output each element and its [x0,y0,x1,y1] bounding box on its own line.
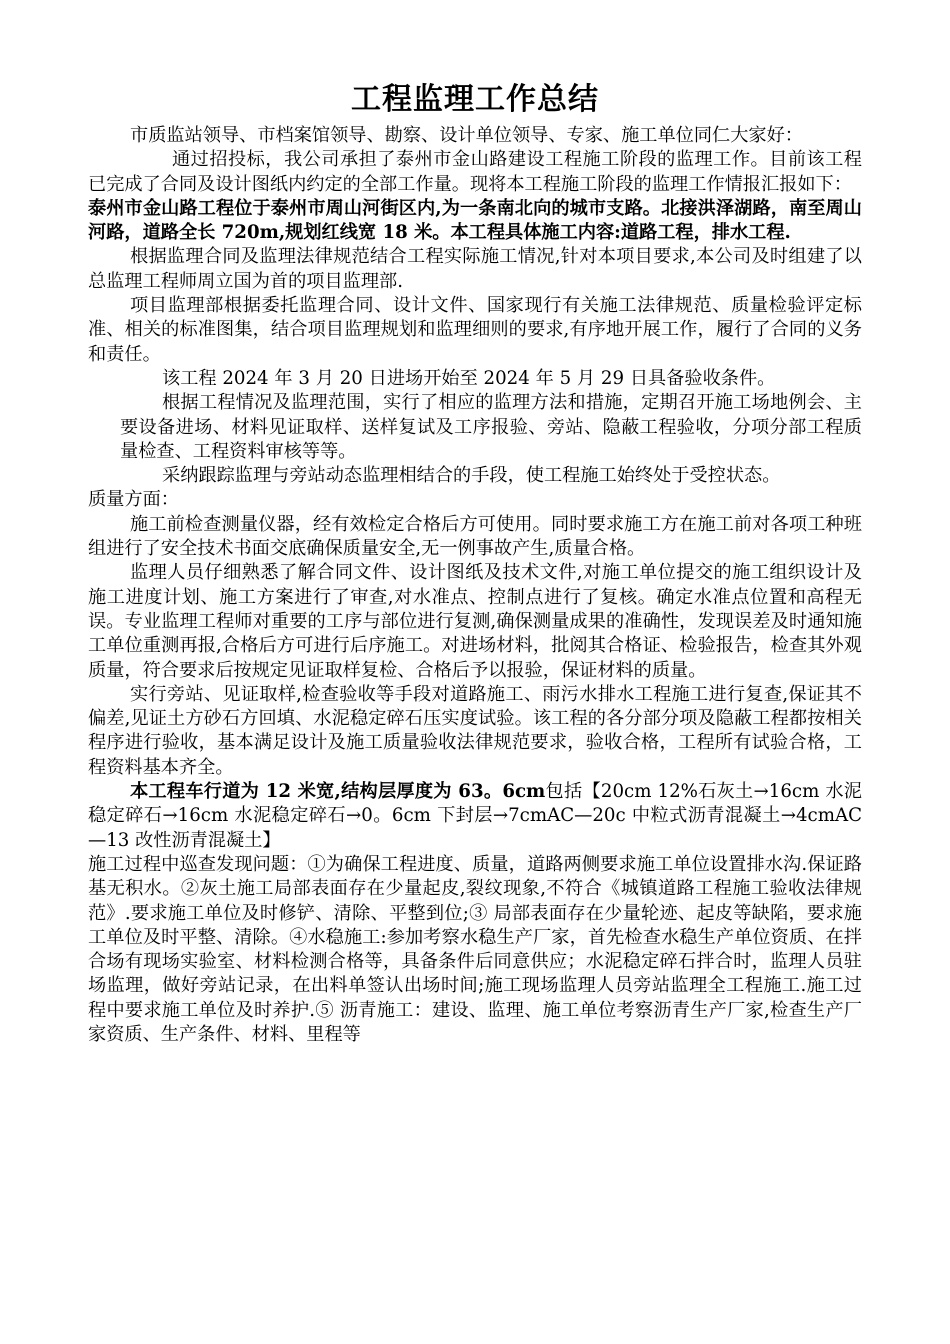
project-overview-paragraph: 泰州市金山路工程位于泰州市周山河街区内,为一条南北向的城市支路。北接洪泽湖路，南至周山河路，道路全长 720m,规划红线宽 18 米。本工程具体施工内容:道路工程，排水工程. [88,197,862,244]
pavement-structure-layers: 包括【20cm 12%石灰土→16cm 水泥稳定碎石→16cm 水泥稳定碎石→0。6cm 下封层→7cmAC—20c 中粒式沥青混凝土→4cmAC—13 改性沥青混凝土】 [88,781,862,851]
document-title: 工程监理工作总结 [351,82,599,117]
document-page [88,78,862,1047]
supervision-basis-paragraph: 项目监理部根据委托监理合同、设计文件、国家现行有关施工法律规范、质量检验评定标准、相关的标准图集，结合项目监理规划和监理细则的要求,有序地开展工作，履行了合同的义务和责任。 [88,295,862,365]
pavement-structure-lead: 本工程车行道为 12 米宽,结构层厚度为 63。6cm [130,781,546,803]
quality-review-paragraph: 监理人员仔细熟悉了解合同文件、设计图纸及技术文件,对施工单位提交的施工组织设计及施工进度计划、施工方案进行了审查,对水准点、控制点进行了复核。确定水准点位置和高程无误。专业监理工程师对重要的工序与部位进行复测,确保测量成果的准确性，发现误差及时通知施工单位重测再报,合格后方可进行后序施工。对进场材料，批阅其合格证、检验报告，检查其外观质量，符合要求后按规定见证取样复检、合格后予以报验，保证材料的质量。 [88,562,862,681]
supervision-methods-paragraph: 根据工程情况及监理范围，实行了相应的监理方法和措施，定期召开施工场地例会、主要设备进场、材料见证取样、送样复试及工序报验、旁站、隐蔽工程验收，分项分部工程质量检查、工程资料审核等等。 [120,392,862,462]
greeting-paragraph: 市质监站领导、市档案馆领导、勘察、设计单位领导、专家、施工单位同仁大家好： [130,125,803,146]
issues-found-paragraph: 施工过程中巡查发现问题：①为确保工程进度、质量，道路两侧要求施工单位设置排水沟.保证路基无积水。②灰土施工局部表面存在少量起皮,裂纹现象,不符合《城镇道路工程施工验收法律规范》.要求施工单位及时修铲、清除、平整到位;③ 局部表面存在少量轮迹、起皮等缺陷，要求施工单位及时平整、清除。④水稳施工:参加考察水稳生产厂家，首先检查水稳生产单位资质、在拌合场有现场实验室、材料检测合格等，具备条件后同意供应；水泥稳定碎石拌合时，监理人员驻场监理，做好旁站记录，在出料单签认出场时间;施工现场监理人员旁站监理全工程施工.施工过程中要求施工单位及时养护.⑤ 沥青施工：建设、监理、施工单位考察沥青生产厂家,检查生产厂家资质、生产条件、材料、里程等 [88,853,862,1045]
quality-heading: 质量方面： [88,489,179,511]
pavement-structure-paragraph [88,780,862,853]
quality-inspection-paragraph: 实行旁站、见证取样,检查验收等手段对道路施工、雨污水排水工程施工进行复查,保证其不偏差,见证土方砂石方回填、水泥稳定碎石压实度试验。该工程的各分部分项及隐蔽工程都按相关程序进行验收，基本满足设计及施工质量验收法律规范要求，验收合格，工程所有试验合格，工程资料基本齐全。 [88,683,862,778]
schedule-paragraph: 该工程 2024 年 3 月 20 日进场开始至 2024 年 5 月 29 日具备验收条件。 [162,367,776,389]
control-means-paragraph: 采纳跟踪监理与旁站动态监理相结合的手段，使工程施工始终处于受控状态。 [162,465,781,487]
intro-paragraph: 通过招投标，我公司承担了泰州市金山路建设工程施工阶段的监理工作。目前该工程已完成了合同及设计图纸内约定的全部工作量。现将本工程施工阶段的监理工作情报汇报如下： [88,149,862,195]
supervision-team-paragraph: 根据监理合同及监理法律规范结合工程实际施工情况,针对本项目要求,本公司及时组建了以总监理工程师周立国为首的项目监理部. [88,246,862,292]
quality-instruments-paragraph: 施工前检查测量仪器，经有效检定合格后方可使用。同时要求施工方在施工前对各项工种班组进行了安全技术书面交底确保质量安全,无一例事故产生,质量合格。 [88,513,862,560]
